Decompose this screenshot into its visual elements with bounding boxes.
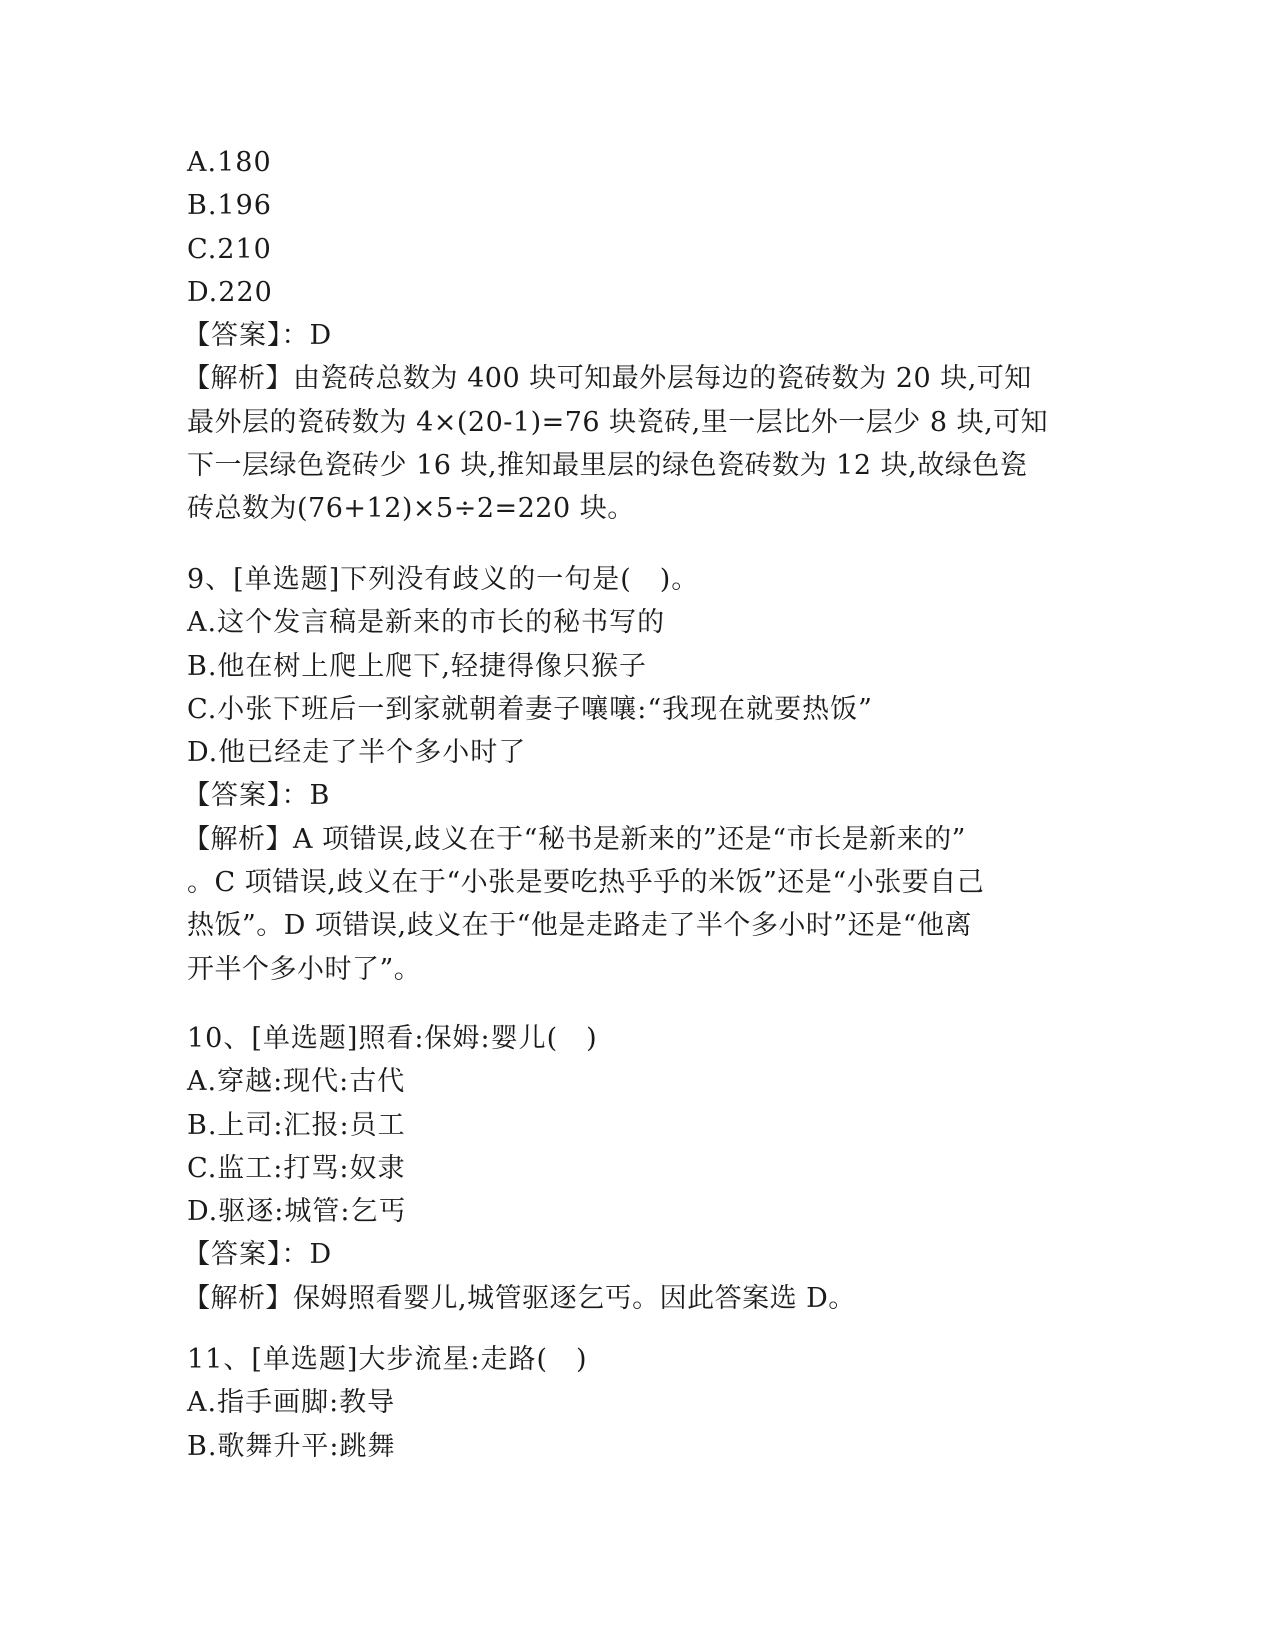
option-a: A.180	[187, 147, 272, 178]
option-a: A.指手画脚:教导	[187, 1387, 396, 1419]
answer: 【答案】：B	[183, 780, 331, 812]
option-b: B.他在树上爬上爬下,轻捷得像只猴子	[187, 650, 648, 682]
question-10	[183, 1017, 1087, 1320]
option-b: B.上司:汇报:员工	[187, 1109, 406, 1141]
question-8	[183, 141, 1087, 531]
explanation-line: 。C 项错误,歧义在于“小张是要吃热乎乎的米饭”还是“小张要自己	[187, 867, 985, 899]
explanation-line: 开半个多小时了”。	[187, 953, 422, 985]
option-a: A.这个发言稿是新来的市长的秘书写的	[187, 607, 666, 639]
answer: 【答案】：D	[183, 320, 333, 352]
option-d: D.驱逐:城管:乞丐	[187, 1196, 407, 1228]
question-title: 10、[单选题]照看:保姆:婴儿( )	[187, 1023, 598, 1054]
explanation-line: 最外层的瓷砖数为 4×(20-1)=76 块瓷砖,里一层比外一层少 8 块,可知	[187, 406, 1049, 438]
explanation-line: 热饭”。D 项错误,歧义在于“他是走路走了半个多小时”还是“他离	[187, 910, 973, 942]
answer: 【答案】：D	[183, 1239, 333, 1271]
option-d: D.220	[187, 276, 273, 308]
question-9	[183, 558, 1087, 991]
question-title: 11、[单选题]大步流星:走路( )	[187, 1344, 588, 1375]
option-b: B.歌舞升平:跳舞	[187, 1430, 396, 1462]
explanation-line: 【解析】A 项错误,歧义在于“秘书是新来的”还是“市长是新来的”	[183, 823, 966, 855]
question-title: 9、[单选题]下列没有歧义的一句是( )。	[187, 564, 700, 595]
option-c: C.小张下班后一到家就朝着妻子嚷嚷:“我现在就要热饭”	[187, 693, 873, 725]
explanation-line: 【解析】由瓷砖总数为 400 块可知最外层每边的瓷砖数为 20 块,可知	[183, 363, 1032, 395]
option-a: A.穿越:现代:古代	[187, 1066, 406, 1098]
option-b: B.196	[187, 190, 272, 222]
explanation-line: 砖总数为(76+12)×5÷2=220 块。	[187, 493, 635, 525]
explanation-line: 下一层绿色瓷砖少 16 块,推知最里层的绿色瓷砖数为 12 块,故绿色瓷	[187, 450, 1028, 482]
option-c: C.210	[187, 233, 272, 265]
option-c: C.监工:打骂:奴隶	[187, 1152, 406, 1184]
explanation-line: 【解析】保姆照看婴儿,城管驱逐乞丐。因此答案选 D。	[183, 1282, 856, 1314]
option-d: D.他已经走了半个多小时了	[187, 737, 527, 769]
question-11	[187, 1338, 1087, 1468]
